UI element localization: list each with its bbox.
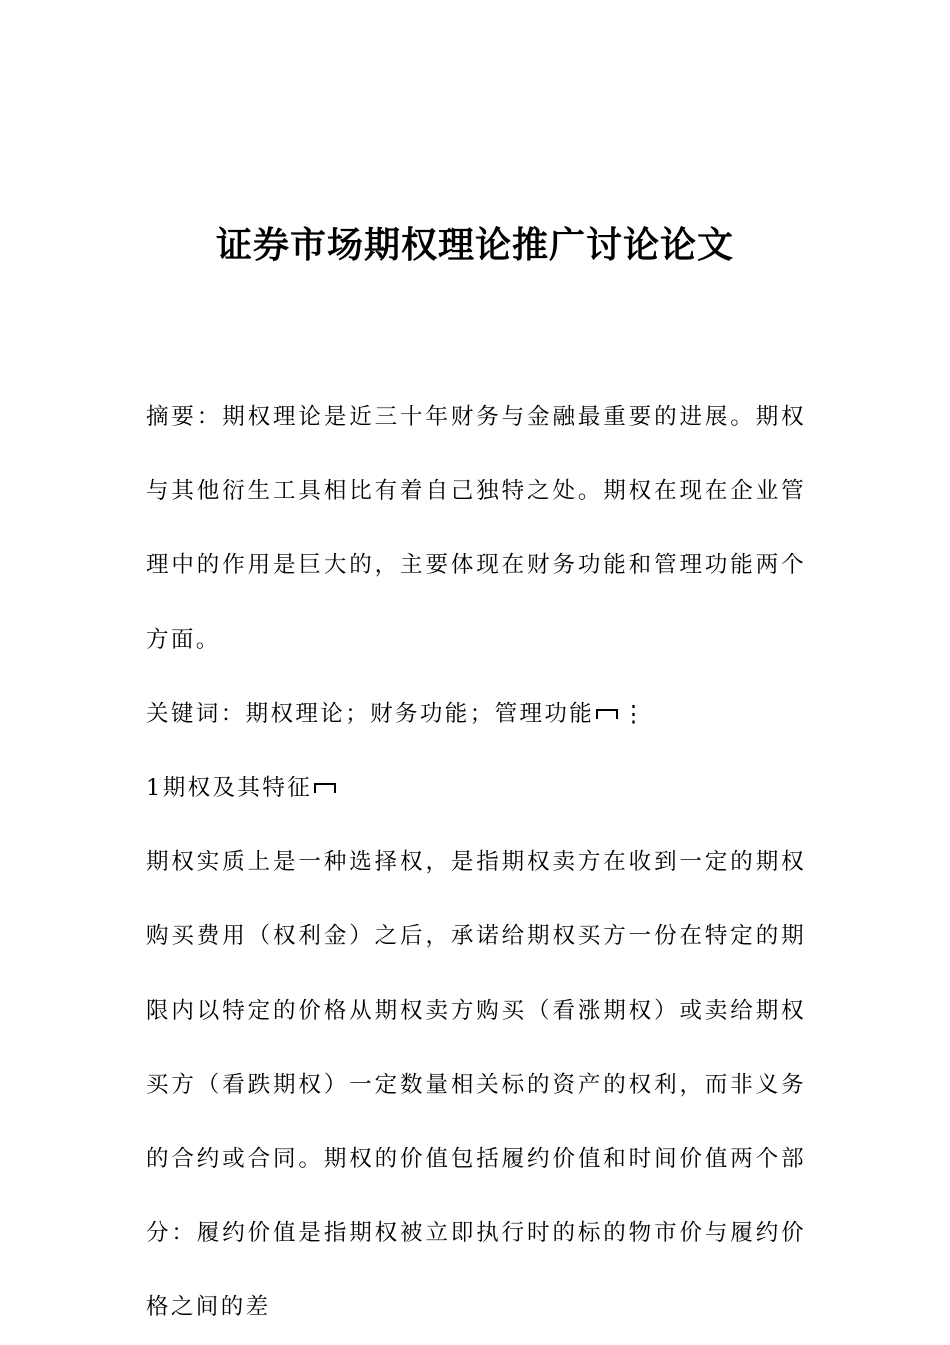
section-heading-text: 1期权及其特征 [146,775,313,802]
keywords-paragraph [146,677,806,751]
keywords-text: 关键词：期权理论；财务功能；管理功能 [146,700,595,727]
document-title: 证券市场期权理论推广讨论论文 [215,225,734,266]
bracket-mark-icon [314,783,336,793]
document-body [146,380,806,1345]
section-heading [146,751,806,825]
section-paragraph: 期权实质上是一种选择权，是指期权卖方在收到一定的期权购买费用（权利金）之后，承诺给期权买方一份在特定的期限内以特定的价格从期权卖方购买（看涨期权）或卖给期权买方（看跌期权）一定数量相关标的资产的权利，而非义务的合约或合同。期权的价值包括履约价值和时间价值两个部分：履约价值是指期权被立即执行时的标的物市价与履约价格之间的差 [146,849,806,1321]
bracket-mark-icon [596,709,618,719]
vertical-ellipsis-symbol: ⋮ [622,700,648,727]
abstract-paragraph: 摘要：期权理论是近三十年财务与金融最重要的进展。期权与其他衍生工具相比有着自己独特之处。期权在现在企业管理中的作用是巨大的，主要体现在财务功能和管理功能两个方面。 [146,404,806,653]
